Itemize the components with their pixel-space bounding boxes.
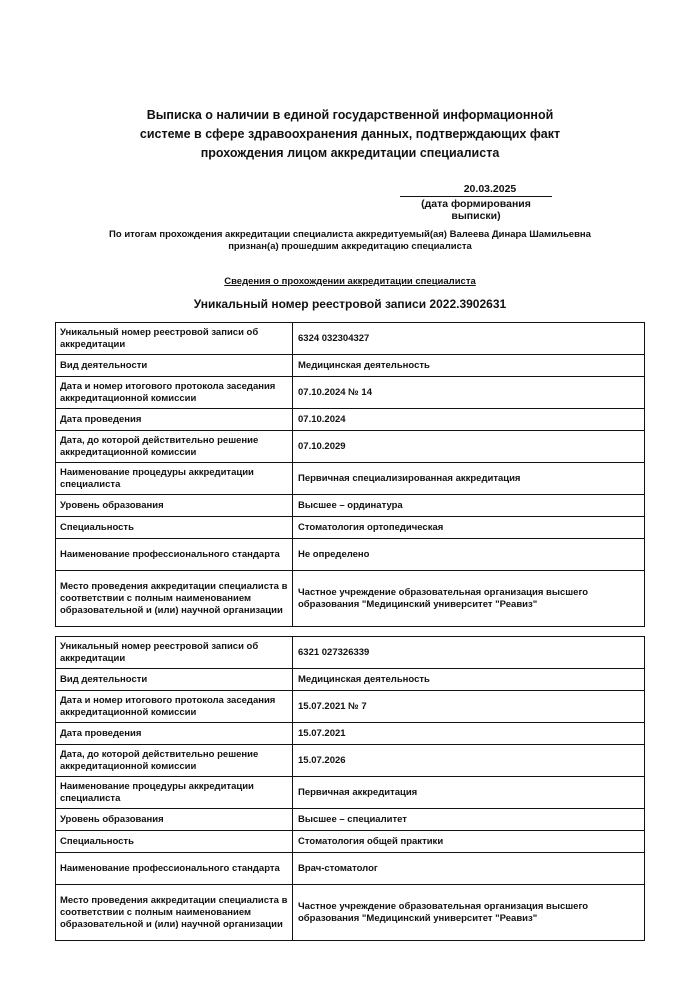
table-row — [56, 409, 645, 431]
row-value: 6321 027326339 — [293, 637, 645, 669]
section-heading: Сведения о прохождении аккредитации специалиста — [224, 276, 476, 287]
table-row — [56, 691, 645, 723]
table-row — [56, 463, 645, 495]
table-row — [56, 777, 645, 809]
row-label: Наименование процедуры аккредитации специалиста — [56, 777, 293, 809]
row-value: 07.10.2024 — [293, 409, 645, 431]
table-row — [56, 571, 645, 627]
row-label: Специальность — [56, 517, 293, 539]
row-value: Врач-стоматолог — [293, 853, 645, 885]
table-row — [56, 355, 645, 377]
table-row — [56, 539, 645, 571]
intro-line: признан(а) прошедшим аккредитацию специалиста — [228, 241, 472, 252]
row-value: Не определено — [293, 539, 645, 571]
registry-number: Уникальный номер реестровой записи 2022.3902631 — [193, 297, 507, 311]
row-value: Стоматология ортопедическая — [293, 517, 645, 539]
row-label: Дата проведения — [56, 723, 293, 745]
table-row — [56, 809, 645, 831]
title-line: прохождения лицом аккредитации специалиста — [200, 146, 500, 160]
table-row — [56, 431, 645, 463]
extract-date-caption: (дата формирования выписки) — [421, 198, 531, 222]
row-label: Уровень образования — [56, 495, 293, 517]
title-line: Выписка о наличии в единой государственной информационной — [146, 108, 554, 122]
row-value: Частное учреждение образовательная организация высшего образования "Медицинский университет "Реавиз" — [293, 571, 645, 627]
accreditation-record-table — [55, 322, 645, 627]
row-label: Дата, до которой действительно решение аккредитационной комиссии — [56, 745, 293, 777]
row-label: Наименование профессионального стандарта — [56, 539, 293, 571]
table-row — [56, 517, 645, 539]
table-row — [56, 637, 645, 669]
extract-date: 20.03.2025 — [400, 183, 552, 197]
row-label: Вид деятельности — [56, 355, 293, 377]
row-value: Высшее – ординатура — [293, 495, 645, 517]
row-value: Частное учреждение образовательная организация высшего образования "Медицинский университет "Реавиз" — [293, 885, 645, 941]
row-label: Вид деятельности — [56, 669, 293, 691]
row-label: Уникальный номер реестровой записи об аккредитации — [56, 637, 293, 669]
row-value: Стоматология общей практики — [293, 831, 645, 853]
document-title — [0, 106, 700, 163]
row-value: 15.07.2021 № 7 — [293, 691, 645, 723]
row-label: Место проведения аккредитации специалиста в соответствии с полным наименованием образовательной и (или) научной организации — [56, 571, 293, 627]
table-row — [56, 323, 645, 355]
accreditation-record-table — [55, 636, 645, 941]
row-label: Дата проведения — [56, 409, 293, 431]
row-value: Первичная аккредитация — [293, 777, 645, 809]
row-value: 07.10.2024 № 14 — [293, 377, 645, 409]
row-label: Наименование процедуры аккредитации специалиста — [56, 463, 293, 495]
row-label: Дата и номер итогового протокола заседания аккредитационной комиссии — [56, 377, 293, 409]
table-row — [56, 723, 645, 745]
intro-line: По итогам прохождения аккредитации специалиста аккредитуемый(ая) Валеева Динара Шамильевна — [109, 229, 591, 240]
row-label: Специальность — [56, 831, 293, 853]
table-row — [56, 669, 645, 691]
row-value: Медицинская деятельность — [293, 669, 645, 691]
row-label: Дата и номер итогового протокола заседания аккредитационной комиссии — [56, 691, 293, 723]
row-label: Наименование профессионального стандарта — [56, 853, 293, 885]
intro-text — [0, 229, 700, 253]
date-block — [400, 183, 552, 222]
table-row — [56, 377, 645, 409]
table-row — [56, 831, 645, 853]
table-row — [56, 745, 645, 777]
row-label: Уникальный номер реестровой записи об аккредитации — [56, 323, 293, 355]
table-row — [56, 885, 645, 941]
row-value: Медицинская деятельность — [293, 355, 645, 377]
row-value: Первичная специализированная аккредитация — [293, 463, 645, 495]
row-label: Место проведения аккредитации специалиста в соответствии с полным наименованием образовательной и (или) научной организации — [56, 885, 293, 941]
row-value: 07.10.2029 — [293, 431, 645, 463]
row-label: Уровень образования — [56, 809, 293, 831]
row-label: Дата, до которой действительно решение аккредитационной комиссии — [56, 431, 293, 463]
table-row — [56, 495, 645, 517]
title-line: системе в сфере здравоохранения данных, подтверждающих факт — [139, 127, 561, 141]
row-value: 6324 032304327 — [293, 323, 645, 355]
row-value: 15.07.2026 — [293, 745, 645, 777]
table-row — [56, 853, 645, 885]
row-value: 15.07.2021 — [293, 723, 645, 745]
row-value: Высшее – специалитет — [293, 809, 645, 831]
